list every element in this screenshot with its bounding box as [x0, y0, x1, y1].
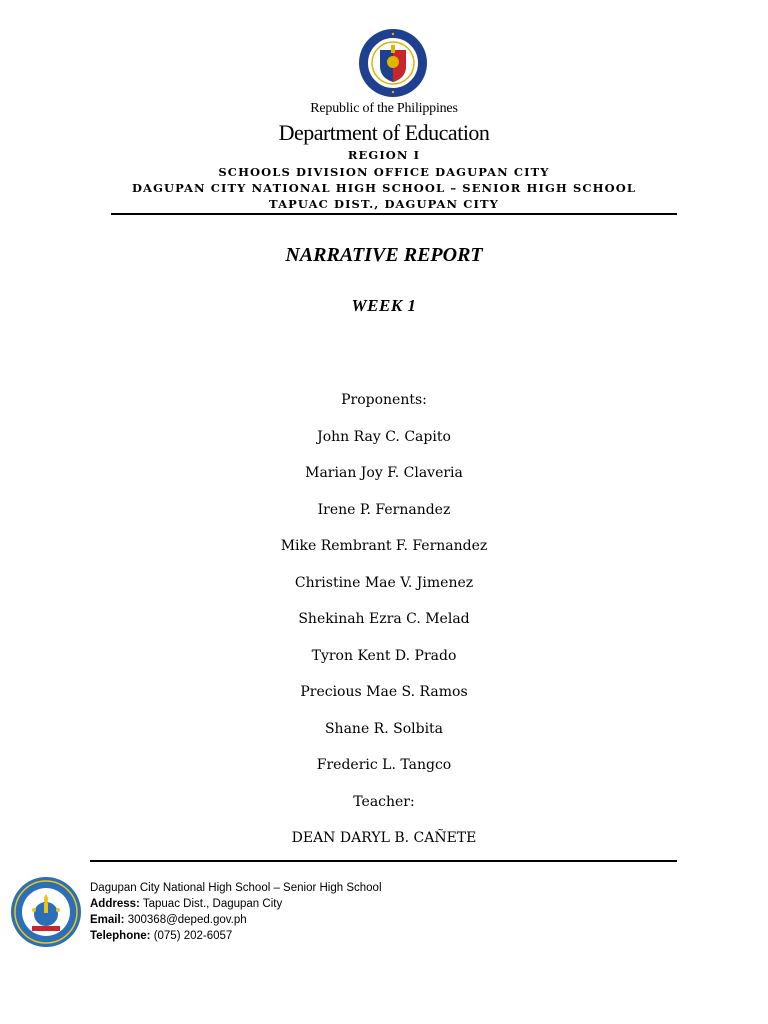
division-line: SCHOOLS DIVISION OFFICE DAGUPAN CITY — [218, 165, 550, 179]
teacher-name: DEAN DARYL B. CAÑETE — [291, 830, 477, 846]
footer-divider — [90, 860, 677, 862]
proponent-name: John Ray C. Capito — [317, 428, 451, 445]
footer-telephone: Telephone: (075) 202-6057 — [90, 930, 233, 942]
proponents-list — [0, 390, 768, 865]
teacher-label: Teacher: — [353, 793, 415, 810]
report-title: NARRATIVE REPORT — [285, 244, 483, 266]
proponent-name: Precious Mae S. Ramos — [300, 684, 468, 700]
proponent-name: Tyron Kent D. Prado — [311, 647, 457, 664]
footer-email: Email: 300368@deped.gov.ph — [90, 914, 247, 926]
proponent-name: Mike Rembrant F. Fernandez — [280, 538, 488, 554]
proponent-name: Frederic L. Tangco — [316, 757, 452, 773]
proponent-name: Shane R. Solbita — [324, 720, 444, 737]
school-seal-icon — [10, 876, 82, 948]
proponent-name: Irene P. Fernandez — [317, 501, 451, 518]
proponents-label: Proponents: — [341, 392, 427, 408]
proponent-name: Christine Mae V. Jimenez — [294, 574, 474, 591]
school-line: DAGUPAN CITY NATIONAL HIGH SCHOOL – SENIOR HIGH SCHOOL — [131, 181, 637, 195]
proponent-name: Shekinah Ezra C. Melad — [298, 611, 470, 627]
footer-address: Address: Tapuac Dist., Dagupan City — [90, 898, 283, 910]
district-line: TAPUAC DIST., DAGUPAN CITY — [269, 197, 499, 211]
proponent-name: Marian Joy F. Claveria — [305, 465, 463, 481]
department-title: Department of Education — [278, 120, 490, 145]
footer-contact — [90, 880, 382, 944]
region-line: REGION I — [347, 148, 421, 162]
republic-line: Republic of the Philippines — [310, 101, 458, 116]
report-week: WEEK 1 — [351, 296, 417, 315]
header-divider — [111, 213, 677, 215]
footer-school-name: Dagupan City National High School – Senior High School — [90, 882, 382, 894]
deped-seal-icon — [358, 28, 428, 98]
